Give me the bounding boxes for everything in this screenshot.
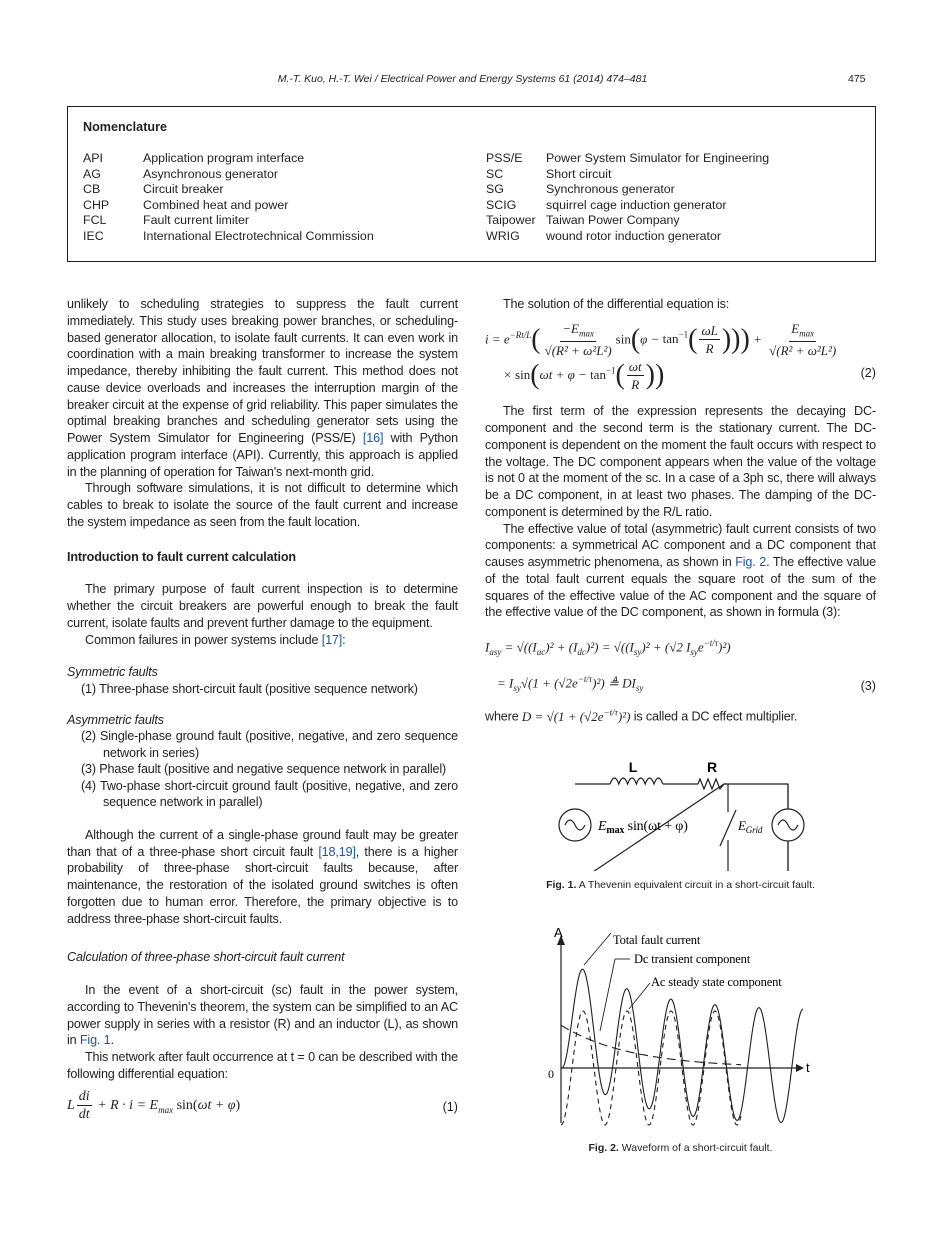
figure-link[interactable]: Fig. 2 <box>735 555 767 570</box>
total-fault-current-line <box>561 969 803 1122</box>
abbreviation: CB <box>83 182 101 197</box>
annotation-ac: Ac steady state component <box>651 975 782 990</box>
figure-1-caption: Fig. 1. A Thevenin equivalent circuit in a short-circuit fault. <box>546 878 815 891</box>
equation-2: $i = e^{-Rt/L}$( $\frac{-E_{max}}{\text{√(R² + ω²L²)}}$ $\sin(\varphi - \tan^{-1}$( $\frac{\omega L}{R}$ ))) + $\frac{E_{max}}{\text{√(R² + ω²L²)}}$ × $\sin(\omega t + \varphi - \tan^{-1}$( $\frac{\omega t}{R}$ )) (2) <box>485 320 876 393</box>
definition: Short circuit <box>546 166 612 181</box>
abbreviation: Taipower <box>486 213 536 228</box>
nomenclature-entry <box>83 198 288 212</box>
subheading-symmetric: Symmetric faults <box>67 665 158 680</box>
definition: Fault current limiter <box>143 213 250 228</box>
paragraph: Although the current of a single-phase ground fault may be greater than that of a three-phase short circuit fault [18,19], there is a higher probability of three-phase short-circuit faults because, after maintenance, the restoration of the isolated ground switches is often forgotten due to human error. Therefore, the primary objective is to address three-phase short-circuit faults. <box>67 827 458 926</box>
definition: Circuit breaker <box>143 182 224 197</box>
paragraph: The first term of the expression represents the decaying DC-component and the second term is the stationary current. The DC-component is dependent on the moment the fault occurs with respect to the voltage. The DC component appears when the value of the voltage is not 0 at the moment of the sc. In a case of a 3ph sc, there will always be a DC component, in at least two phases. The damping of the DC-component is determined by the R/L ratio. <box>485 404 876 519</box>
paragraph: In the event of a short-circuit (sc) fault in the power system, according to Thevenin's theorem, the system can be simplified to an AC power supply in series with a resistor (R) and an inductor (L), as shown in Fig. 1. <box>67 983 458 1048</box>
definition: International Electrotechnical Commission <box>143 229 374 243</box>
equation-3: $I_{asy} = √((I_{ac})^2 + (I_{dc})^2) = √((I_{sy})^2 + (√2$ $I_{sy}e^{-t/\tau})^2$) = $I_{sy}√(1 + (√2e^{-t/\tau})^2)$ ≜ $DI_{sy}$ (3) <box>485 638 876 693</box>
dc-multiplier-text: where $D = √(1 + (√2e^{-t/\tau})^2)$ is called a DC effect multiplier. <box>485 707 798 724</box>
definition: Combined heat and power <box>143 197 289 212</box>
abbreviation: API <box>83 151 103 165</box>
list-item: (1) Three-phase short-circuit fault (positive sequence network) <box>81 682 418 696</box>
paragraph: The primary purpose of fault current inspection is to determine whether the circuit breakers are powerful enough to break the fault current, isolate faults and prevent further damage to the equipment. <box>67 582 458 630</box>
figure-1-circuit <box>540 746 820 871</box>
citation-link[interactable]: [16] <box>362 431 384 445</box>
annotation-total: Total fault current <box>613 933 701 948</box>
list-item: (3) Phase fault (positive and negative sequence network in parallel) <box>81 762 447 777</box>
nomenclature-entry <box>486 213 680 227</box>
abbreviation: SG <box>486 182 504 197</box>
nomenclature-entry <box>486 198 726 212</box>
abbreviation: SCIG <box>486 197 517 212</box>
inductor-label: L <box>628 758 638 775</box>
nomenclature-entry <box>83 213 249 227</box>
equation-number: (3) <box>860 678 876 693</box>
nomenclature-entry <box>486 229 721 243</box>
grid-label: $E_{Grid}$ <box>738 817 763 835</box>
annotation-dc: Dc transient component <box>634 952 751 967</box>
abbreviation: FCL <box>83 213 107 228</box>
paragraph: The effective value of total (asymmetric) fault current consists of two components: a symmetrical AC component and a DC component that causes asymmetric phenomena, as shown in Fig. 2. The effective value of the total fault current equals the square root of the sum of the squares of the effective value of the AC component and the square of the effective value of the DC component, as shown in formula (3): <box>485 521 876 620</box>
definition: squirrel cage induction generator <box>546 197 727 212</box>
abbreviation: AG <box>83 166 101 181</box>
definition: Taiwan Power Company <box>546 213 680 228</box>
figure-2-waveform <box>540 923 820 1138</box>
definition: wound rotor induction generator <box>546 229 721 243</box>
paragraph: This network after fault occurrence at t = 0 can be described with the following differential equation: <box>67 1050 458 1081</box>
dc-transient-line <box>561 1025 741 1065</box>
annotation-arrow <box>600 959 615 1031</box>
source-label: $E_{max}$ sin(ωt + φ) <box>598 818 688 836</box>
annotation-arrow <box>629 983 650 1009</box>
abbreviation: PSS/E <box>486 151 523 165</box>
page-number: 475 <box>848 73 866 85</box>
definition: Synchronous generator <box>546 182 675 197</box>
abbreviation: IEC <box>83 229 104 243</box>
nomenclature-entry <box>83 167 278 181</box>
list-item: (4) Two-phase short-circuit ground fault (positive, negative, and zero sequence network in parallel) <box>81 778 458 810</box>
subsection-heading: Calculation of three-phase short-circuit fault current <box>67 950 345 965</box>
paragraph: Through software simulations, it is not difficult to determine which cables to break to isolate the source of the fault current and increase the system impedance as seen from the fault location. <box>67 481 458 529</box>
left-column <box>67 296 458 1123</box>
subheading-asymmetric: Asymmetric faults <box>67 712 164 727</box>
abbreviation: SC <box>486 166 504 181</box>
nomenclature-entry <box>486 167 611 181</box>
annotation-arrow <box>584 933 611 965</box>
paragraph: The solution of the differential equation is: <box>503 297 730 311</box>
inductor-symbol <box>610 778 663 784</box>
nomenclature-title: Nomenclature <box>83 120 167 134</box>
equation-number: (1) <box>442 1099 458 1114</box>
paragraph: Common failures in power systems include [17]: <box>85 632 346 647</box>
equation-number: (2) <box>860 365 876 380</box>
definition: Power System Simulator for Engineering <box>546 151 770 165</box>
origin-label: 0 <box>548 1067 554 1082</box>
list-item: (2) Single-phase ground fault (positive, negative, and zero sequence network in series) <box>81 729 458 760</box>
definition: Application program interface <box>143 151 305 165</box>
running-header: M.-T. Kuo, H.-T. Wei / Electrical Power and Energy Systems 61 (2014) 474–481 <box>277 73 648 85</box>
y-axis-label: A <box>554 925 563 941</box>
x-axis-arrow <box>796 1064 804 1072</box>
citation-link[interactable]: [18,19] <box>318 844 356 859</box>
paragraph: unlikely to scheduling strategies to suppress the fault current immediately. This study uses breaking power branches, or scheduling-based generator allocation, to isolate fault currents. It can even work in coordination with a main breaking transformer to increase the system impedance, thereby inhibiting the fault current. This method does not cause device overloads and increases the interruption margin of the breaker circuit at the expense of grid reliability. This paper simulates the optimal breaking branches and scheduling generator sets using the Power System Simulator for Engineering (PSS/E) [16] with Python application program interface (API). Currently, this approach is applied in the planning of operation for Taiwan's next-month grid. <box>67 297 458 479</box>
nomenclature-entry <box>486 151 769 165</box>
nomenclature-entry <box>486 182 675 196</box>
resistor-symbol <box>698 779 726 789</box>
nomenclature-entry <box>83 229 374 243</box>
nomenclature-entry <box>83 182 224 196</box>
abbreviation: WRIG <box>486 229 520 243</box>
x-axis-label: t <box>806 1060 810 1076</box>
nomenclature-entry <box>83 151 304 165</box>
figure-link[interactable]: Fig. 1 <box>79 1033 111 1048</box>
equation-1: L $\frac{di}{dt}$ + $R \cdot i = E_{max}$ sin(ωt + φ) (1) <box>67 1088 458 1122</box>
figure-2-caption: Fig. 2. Waveform of a short-circuit fault. <box>588 1142 773 1155</box>
abbreviation: CHP <box>83 197 110 212</box>
definition: Asynchronous generator <box>143 166 279 181</box>
citation-link[interactable]: [17] <box>321 632 343 647</box>
right-column <box>485 296 876 1157</box>
nomenclature-box <box>67 106 876 262</box>
resistor-label: R <box>707 758 717 775</box>
section-heading: Introduction to fault current calculation <box>67 549 296 564</box>
